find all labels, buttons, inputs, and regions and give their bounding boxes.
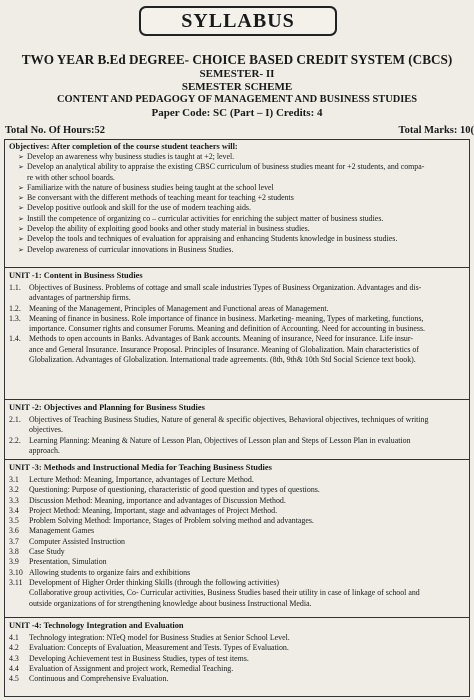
objective-line: [9, 224, 465, 234]
objective-text: Develop awareness of curricular innovations in Business Studies.: [27, 244, 234, 254]
section-divider: [5, 399, 469, 400]
objectives-list: [9, 152, 465, 255]
unit-item: [9, 425, 465, 435]
objective-line: [9, 183, 465, 193]
item-text: Presentation, Simulation: [29, 557, 107, 567]
item-number: 3.9: [9, 557, 19, 567]
item-text: Evaluation of Assignment and project work, Remedial Teaching.: [29, 663, 234, 673]
item-number: 3.8: [9, 547, 19, 557]
unit-item: [9, 355, 465, 365]
item-text: Case Study: [29, 547, 65, 557]
semester-heading: SEMESTER- II: [199, 68, 275, 80]
objective-line: [9, 162, 465, 172]
unit-item: [9, 557, 465, 567]
item-number: 1.1.: [9, 283, 21, 292]
objectives-section: [5, 140, 469, 255]
unit-item: [9, 436, 465, 446]
objectives-title: Objectives: After completion of the course student teachers will:: [9, 142, 238, 151]
item-text: Management Games: [29, 526, 95, 536]
item-text: Methods to open accounts in Banks. Advantages of Bank accounts. Meaning of insurance, Need for insurance. Life insur-: [29, 334, 413, 344]
item-number: 2.1.: [9, 415, 21, 424]
totals-row: [5, 125, 474, 139]
item-text: Meaning of finance in business. Role importance of finance in business. Marketing- meaning, Types of marketing, functions,: [29, 313, 424, 323]
objective-line: [9, 234, 465, 244]
unit-item: [9, 345, 465, 355]
unit-item: [9, 633, 465, 643]
arrow-bullet-icon: ➢: [18, 183, 24, 192]
unit-section: [5, 619, 469, 684]
unit-item: [9, 446, 465, 456]
objective-line: [9, 245, 465, 255]
item-number: 4.2: [9, 643, 19, 653]
objective-text: Be conversant with the different methods of teaching meant for teaching +2 students: [27, 193, 294, 203]
item-number: 3.1: [9, 475, 19, 484]
arrow-bullet-icon: ➢: [18, 214, 24, 223]
item-text: Questioning: Purpose of questioning, characteristic of good question and types of questions.: [29, 485, 320, 495]
item-text: ance and General Insurance. Insurance Proposal. Principles of Insurance. Meaning of Globalization. Main characteristics of: [29, 344, 420, 354]
unit-item: [9, 599, 465, 609]
section-divider: [5, 459, 469, 460]
objective-text: Develop the tools and techniques of evaluation for appraising and enhancing Students knowledge in business studies.: [27, 234, 398, 244]
unit-item: [9, 674, 465, 684]
unit-section: [5, 269, 469, 365]
unit-item: [9, 568, 465, 578]
item-number: 1.3.: [9, 313, 21, 323]
item-text: Technology integration: NTeQ model for Business Studies at Senior School Level.: [29, 633, 290, 642]
item-text: Discussion Method: Meaning, importance and advantages of Discussion Method.: [29, 495, 286, 505]
objective-text: Familiarize with the nature of business studies being taught at the school level: [27, 182, 274, 192]
syllabus-banner: SYLLABUS: [139, 6, 337, 36]
item-number: 4.3: [9, 653, 19, 663]
item-number: 3.11: [9, 577, 23, 587]
arrow-bullet-icon: ➢: [18, 204, 24, 213]
item-text: Developing Achievement test in Business Studies, types of test items.: [29, 653, 249, 663]
unit-item: [9, 654, 465, 664]
unit-title: UNIT -4: Technology Integration and Evaluation: [9, 621, 184, 630]
item-text: Globalization. Advantages of Globalization. International trade agreements. (8th, 9th& 10th Std Social Science text book).: [29, 355, 416, 365]
arrow-bullet-icon: ➢: [18, 194, 24, 203]
syllabus-box: [4, 139, 470, 697]
unit-item: [9, 415, 465, 425]
unit-item: [9, 283, 465, 293]
item-number: 3.3: [9, 495, 19, 505]
course-title: CONTENT AND PEDAGOGY OF MANAGEMENT AND BUSINESS STUDIES: [57, 94, 417, 105]
unit-title: UNIT -1: Content in Business Studies: [9, 271, 143, 280]
item-number: 2.2.: [9, 435, 21, 445]
unit-item: [9, 334, 465, 344]
objective-text: Develop an analytical ability to appraise the existing CBSC curriculum of business studies meant for +2 students, and compa-: [27, 162, 425, 172]
item-number: 3.5: [9, 516, 19, 526]
unit-item: [9, 475, 465, 485]
item-text: Problem Solving Method: Importance, Stages of Problem solving method and advantages.: [29, 516, 314, 526]
scheme-heading: SEMESTER SCHEME: [181, 81, 293, 93]
section-divider: [5, 267, 469, 268]
objective-text: Develop an awareness why business studies is taught at +2; level.: [27, 152, 235, 161]
item-text: Learning Planning: Meaning & Nature of Lesson Plan, Objectives of Lesson plan and Steps of Lesson Plan in evaluation: [29, 435, 411, 445]
item-text: Objectives of Business. Problems of cottage and small scale industries Types of Business Organization. Advantages and dis-: [29, 283, 422, 292]
item-text: Computer Assisted Instruction: [29, 536, 125, 546]
item-number: 3.4: [9, 505, 19, 515]
unit-item: [9, 485, 465, 495]
unit-item: [9, 516, 465, 526]
item-number: 3.10: [9, 567, 23, 577]
objective-line: [9, 193, 465, 203]
item-text: Project Method: Meaning, Important, stage and advantages of Project Method.: [29, 505, 278, 515]
unit-section: [5, 461, 469, 609]
item-number: 4.5: [9, 674, 19, 684]
unit-item: [9, 324, 465, 334]
arrow-bullet-icon: ➢: [18, 225, 24, 234]
objective-text: Develop the ability of exploiting good books and other study material in business studies.: [27, 224, 310, 234]
item-number: 4.1: [9, 633, 19, 642]
item-text: Evaluation: Concepts of Evaluation, Measurement and Tests. Types of Evaluation.: [29, 643, 289, 653]
objective-line: [9, 173, 465, 183]
unit-item: [9, 578, 465, 588]
item-text: approach.: [29, 445, 60, 455]
item-text: Meaning of the Management, Principles of Management and Functional areas of Management.: [29, 303, 329, 313]
unit-item: [9, 537, 465, 547]
unit-item: [9, 588, 465, 598]
unit-item: [9, 643, 465, 653]
item-number: 3.7: [9, 536, 19, 546]
total-marks: Total Marks: 10(: [398, 125, 474, 136]
item-text: Lecture Method: Meaning, Importance, advantages of Lecture Method.: [29, 475, 254, 484]
total-hours: Total No. Of Hours:52: [5, 125, 105, 136]
unit-title: UNIT -2: Objectives and Planning for Business Studies: [9, 403, 205, 412]
item-text: outside organizations of for strengthening knowledge about business Instructional Media.: [29, 598, 312, 608]
arrow-bullet-icon: ➢: [18, 153, 24, 161]
unit-item: [9, 304, 465, 314]
objective-line: [9, 203, 465, 213]
unit-item: [9, 314, 465, 324]
item-number: 1.2.: [9, 303, 21, 313]
item-number: 3.2: [9, 485, 19, 495]
item-number: 4.4: [9, 663, 19, 673]
arrow-bullet-icon: ➢: [18, 245, 24, 254]
item-number: 3.6: [9, 526, 19, 536]
objective-line: [9, 214, 465, 224]
item-text: Development of Higher Order thinking Skills (through the following activities): [29, 577, 280, 587]
unit-item: [9, 664, 465, 674]
degree-heading: TWO YEAR B.Ed DEGREE- CHOICE BASED CREDIT SYSTEM (CBCS): [21, 52, 453, 67]
arrow-bullet-icon: ➢: [18, 235, 24, 244]
unit-item: [9, 496, 465, 506]
item-text: Objectives of Teaching Business Studies, Nature of general & specific objectives, Behavioral objectives, techniques of writing: [29, 415, 429, 424]
item-text: Collaborative group activities, Co- Curricular activities, Business Studies based their utility in case of linkage of school and: [29, 588, 420, 598]
unit-section: [5, 401, 469, 456]
section-divider: [5, 617, 469, 618]
objective-text: Instill the competence of organizing co – curricular activities for enriching the subject matter of business studies.: [27, 213, 384, 223]
unit-title: UNIT -3: Methods and Instructional Media for Teaching Business Studies: [9, 463, 272, 472]
paper-code: Paper Code: SC (Part – I) Credits: 4: [151, 107, 323, 119]
item-text: Allowing students to organize fairs and exhibitions: [29, 567, 191, 577]
arrow-bullet-icon: ➢: [18, 163, 24, 172]
item-text: objectives.: [29, 425, 63, 435]
objective-text: re with other school boards.: [27, 172, 115, 182]
unit-item: [9, 547, 465, 557]
item-text: advantages of partnership firms.: [29, 293, 131, 303]
objective-text: Develop positive outlook and skill for the use of modern teaching aids.: [27, 203, 251, 213]
unit-item: [9, 526, 465, 536]
item-text: importance. Consumer rights and consumer Forums. Meaning and definition of Accounting. Need for accounting in business.: [29, 324, 425, 334]
unit-item: [9, 293, 465, 303]
item-number: 1.4.: [9, 334, 21, 344]
objective-line: [9, 152, 465, 162]
item-text: Continuous and Comprehensive Evaluation.: [29, 674, 169, 684]
unit-item: [9, 506, 465, 516]
